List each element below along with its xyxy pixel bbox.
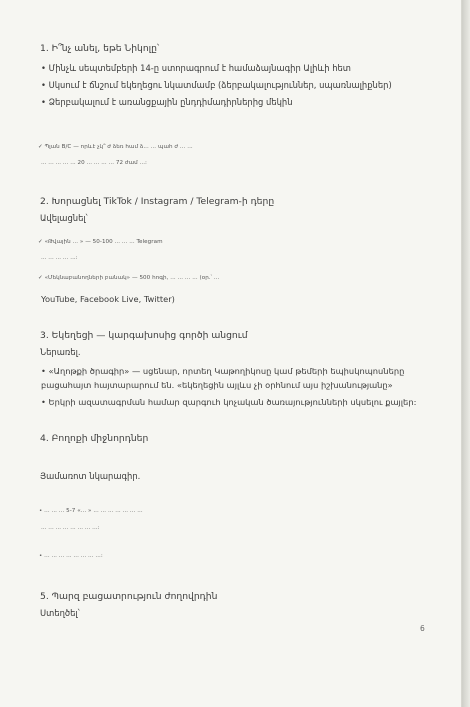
section-2-heading: 2. Խորացնել TikTok / Instagram / Telegram-ի դերը bbox=[40, 196, 275, 207]
section-1-bullet: • Ձերբակալում է առանցքային ընդդիմադիրներից մեկին bbox=[41, 97, 293, 107]
section-1-bullet: • Մինչև սեպտեմբերի 14-ը ստորագրում է համաձայնագիր Ալիևի հետ bbox=[41, 63, 351, 73]
scan-edge-shadow bbox=[462, 0, 470, 707]
section-4-bullet: • ... ... ... ... ... ... ... ...: bbox=[39, 553, 103, 559]
section-3-bullet: բացահայտ հայտարարում են. «եկեղեցին այլևս չի օրհնում այս իշխանությանը» bbox=[41, 380, 393, 390]
page-number: 6 bbox=[420, 624, 425, 633]
section-2-item: YouTube, Facebook Live, Twitter) bbox=[41, 294, 175, 304]
section-4-bullet: • ... ... ... 5-7 «... » ... ... ... ... ... ... ... bbox=[39, 508, 143, 514]
section-3-heading: 3. Եկեղեցի — կարգախոսից գործի անցում bbox=[40, 330, 248, 341]
section-3-bullet: • «Աղոթքի ծրագիր» — սցենար, որտեղ Կաթողիկոսը կամ թեմերի եպիսկոպոսները bbox=[41, 366, 405, 376]
section-4-heading: 4. Բողոքի միջնորդներ bbox=[40, 433, 149, 444]
section-1-heading: 1. Ի՞նչ անել, եթե Նիկոլը՝ bbox=[40, 43, 160, 54]
section-1-bullet: • Սկսում է ճնշում եկեղեցու նկատմամբ (ձերբակալություններ, սպառնալիքներ) bbox=[41, 80, 392, 90]
section-2-item: ✓ «Թվային ... » — 50-100 ... ... ... Telegram bbox=[38, 239, 163, 245]
section-5-heading: 5. Պարզ բացատրություն ժողովրդին bbox=[40, 591, 218, 602]
section-2-item: ... ... ... ... ...: bbox=[41, 255, 78, 261]
section-5-sub: Ստեղծել՝ bbox=[40, 608, 80, 618]
section-2-sub: Ավելացնել՝ bbox=[40, 213, 88, 223]
section-2-item: ✓ «Մեկնաբանողների բանակ» — 500 հոգի, ... ... ... ... (օր.՝ ... bbox=[38, 275, 220, 281]
section-1-plan-line: ✓ Պլան B/C — որևէ չկ՞ ժ ձեռ համ ձ... ... պահ ժ ... ... bbox=[38, 144, 193, 150]
section-3-bullet: • Երկրի ազատագրման համար զարգուհ կոչական ծառայությունների սկսելու քայլեր: bbox=[41, 397, 417, 407]
section-1-plan-line: ... ... ... ... ... 20 ... ... ... ... 72 ժամ ...: bbox=[41, 160, 147, 166]
section-4-bullet: ... ... ... ... ... ... ... ...: bbox=[41, 525, 100, 531]
section-4-sub: Յամառոտ նկարագիր. bbox=[40, 471, 141, 481]
section-3-sub: Ներառել. bbox=[40, 347, 81, 357]
